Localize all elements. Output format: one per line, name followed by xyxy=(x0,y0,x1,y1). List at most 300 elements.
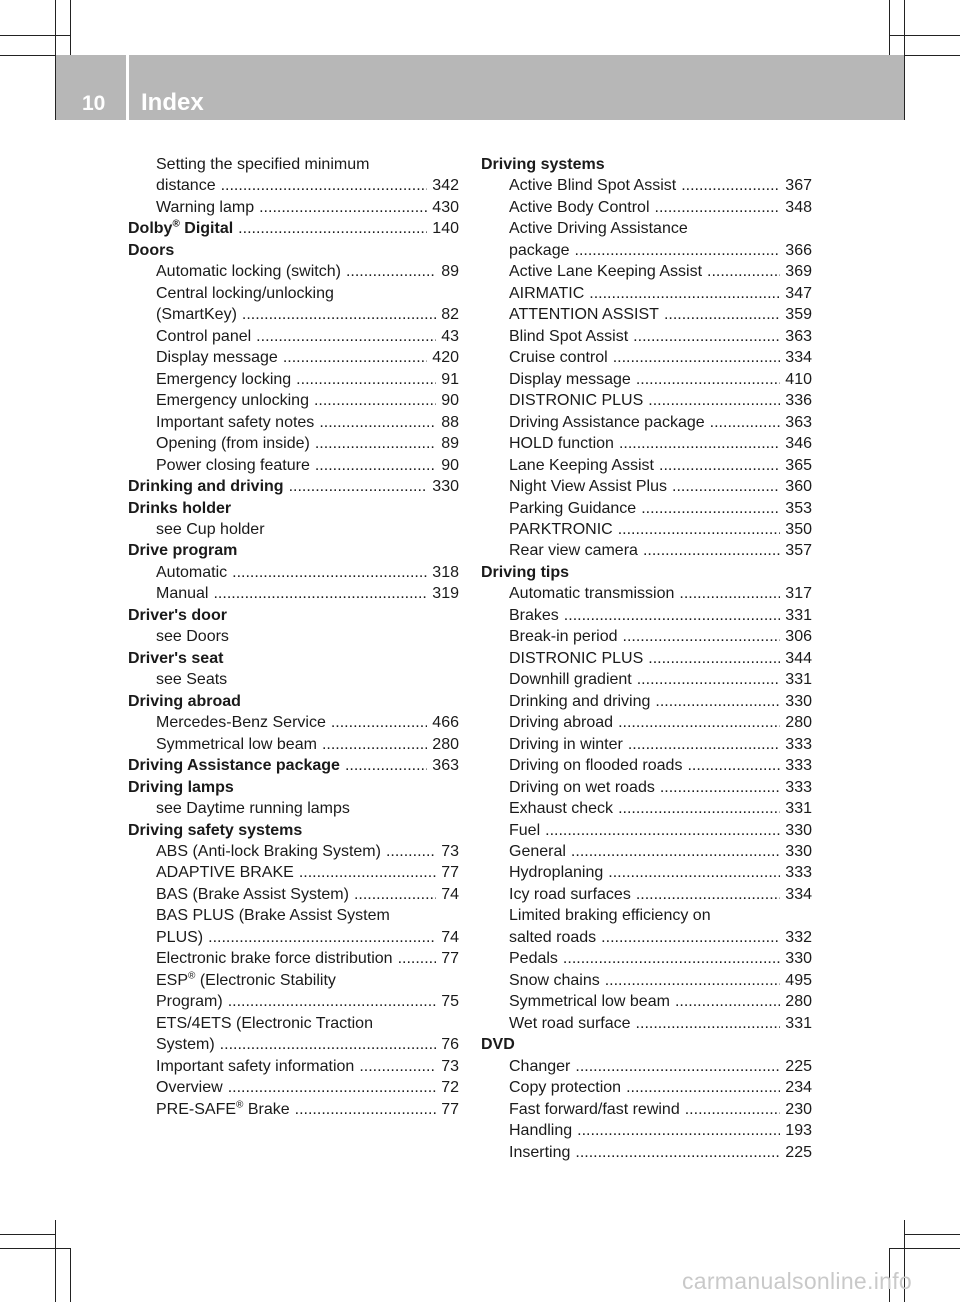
index-subentry xyxy=(481,1056,812,1077)
entry-label: (Electronic Stability xyxy=(195,971,336,989)
entry-label: Program) xyxy=(156,993,223,1011)
entry-label: Emergency locking xyxy=(156,370,292,388)
dot-leader xyxy=(563,948,780,969)
index-subentry xyxy=(481,648,812,669)
crop-mark xyxy=(0,35,70,36)
index-subentry xyxy=(128,433,459,454)
dot-leader xyxy=(685,1099,781,1120)
index-subentry: Setting the specified minimum xyxy=(156,156,370,173)
page-ref: 318 xyxy=(432,563,459,581)
page-ref: 74 xyxy=(441,928,459,946)
page-ref: 333 xyxy=(785,778,812,796)
entry-label: Important safety information xyxy=(156,1057,355,1075)
entry-label: HOLD function xyxy=(509,435,614,453)
page-ref: 73 xyxy=(441,843,459,860)
dot-leader xyxy=(605,970,781,991)
dot-leader xyxy=(618,798,780,819)
dot-leader xyxy=(259,197,427,218)
page-ref: 336 xyxy=(785,392,812,410)
index-subentry xyxy=(481,755,812,776)
dot-leader xyxy=(213,583,427,604)
dot-leader xyxy=(345,755,427,776)
dot-leader xyxy=(636,1013,781,1034)
page-ref: 90 xyxy=(441,456,459,474)
dot-leader xyxy=(659,455,780,476)
dot-leader xyxy=(208,927,436,948)
crop-mark xyxy=(70,1248,71,1302)
entry-label: distance xyxy=(156,177,216,195)
page-ref: 342 xyxy=(432,177,459,195)
page-ref: 360 xyxy=(785,478,812,496)
index-subentry xyxy=(481,1142,812,1163)
index-subentry xyxy=(128,197,459,218)
dot-leader xyxy=(220,1034,437,1055)
entry-label: BAS (Brake Assist System) xyxy=(156,885,349,903)
page-ref: 89 xyxy=(441,263,459,281)
entry-label: Break-in period xyxy=(509,628,618,646)
index-subentry: Central locking/unlocking xyxy=(156,284,334,302)
entry-label: DISTRONIC PLUS xyxy=(509,649,644,667)
index-subentry xyxy=(481,304,812,325)
page-ref: 225 xyxy=(785,1143,812,1161)
entry-label: Changer xyxy=(509,1057,571,1075)
page-number: 10 xyxy=(82,92,106,115)
entry-label: Driving abroad xyxy=(509,714,614,732)
dot-leader xyxy=(289,476,428,497)
index-subentry xyxy=(481,390,812,411)
index-heading: Driving lamps xyxy=(128,778,234,796)
index-subentry xyxy=(128,390,459,411)
entry-label: Wet road surface xyxy=(509,1014,631,1032)
index-subentry xyxy=(128,175,459,196)
index-column-left xyxy=(128,154,459,1120)
page-ref: 140 xyxy=(432,220,459,238)
index-subentry xyxy=(481,1120,812,1141)
page-ref: 89 xyxy=(441,435,459,453)
entry-label: Pedals xyxy=(509,950,558,968)
dot-leader xyxy=(633,326,780,347)
entry-label: Copy protection xyxy=(509,1079,622,1097)
page-ref: 75 xyxy=(441,993,459,1011)
entry-label: Icy road surfaces xyxy=(509,885,631,903)
index-subentry xyxy=(481,347,812,368)
index-subentry xyxy=(128,927,459,948)
page-ref: 72 xyxy=(441,1079,459,1097)
page-ref: 331 xyxy=(785,606,812,624)
entry-label: Dolby xyxy=(128,220,173,238)
page-ref: 77 xyxy=(441,864,459,882)
page-ref: 330 xyxy=(785,950,812,968)
page-ref: 369 xyxy=(785,263,812,281)
dot-leader xyxy=(256,326,436,347)
entry-label: Blind Spot Assist xyxy=(509,327,629,345)
page-ref: 76 xyxy=(441,1036,459,1054)
page-ref: 359 xyxy=(785,306,812,324)
page-ref: 330 xyxy=(432,478,459,496)
index-subentry xyxy=(481,519,812,540)
index-subentry xyxy=(128,734,459,755)
index-heading: Drinks holder xyxy=(128,499,232,517)
page-ref: 331 xyxy=(785,1014,812,1032)
crop-mark xyxy=(70,0,71,55)
page-ref: 77 xyxy=(441,950,459,968)
dot-leader xyxy=(242,304,436,325)
dot-leader xyxy=(672,476,780,497)
page-ref: 350 xyxy=(785,520,812,538)
entry-label: Manual xyxy=(156,585,209,603)
page-ref: 466 xyxy=(432,714,459,732)
entry-label: Symmetrical low beam xyxy=(156,735,317,753)
page-ref: 333 xyxy=(785,757,812,775)
index-subentry xyxy=(128,948,459,969)
page-ref: 73 xyxy=(441,1057,459,1075)
index-subentry xyxy=(481,841,812,862)
index-heading: DVD xyxy=(481,1036,515,1054)
page-ref: 348 xyxy=(785,198,812,216)
entry-label: General xyxy=(509,843,566,860)
index-subentry xyxy=(128,1034,459,1055)
page-ref: 234 xyxy=(785,1079,812,1097)
page-ref: 317 xyxy=(785,585,812,603)
see-reference: see Doors xyxy=(156,628,229,646)
page-ref: 331 xyxy=(785,800,812,818)
index-subentry xyxy=(128,304,459,325)
index-subentry xyxy=(481,669,812,690)
dot-leader xyxy=(655,197,781,218)
crop-mark xyxy=(0,1248,70,1249)
dot-leader xyxy=(681,175,780,196)
page-ref: 82 xyxy=(441,306,459,324)
page-ref: 331 xyxy=(785,671,812,689)
dot-leader xyxy=(601,927,780,948)
index-heading: Driver's door xyxy=(128,606,227,624)
page-ref: 333 xyxy=(785,864,812,882)
page-ref: 330 xyxy=(785,843,812,860)
entry-label: Overview xyxy=(156,1079,223,1097)
dot-leader xyxy=(636,884,780,905)
dot-leader xyxy=(626,1077,780,1098)
index-subentry xyxy=(481,1099,812,1120)
entry-label: Inserting xyxy=(509,1143,571,1161)
crop-mark xyxy=(904,55,960,56)
dot-leader xyxy=(354,884,436,905)
entry-label: Rear view camera xyxy=(509,542,638,560)
entry-label: Active Body Control xyxy=(509,198,650,216)
entry-label: Drinking and driving xyxy=(509,692,651,710)
index-subentry xyxy=(481,455,812,476)
page-ref: 363 xyxy=(785,327,812,345)
page-ref: 280 xyxy=(785,714,812,732)
index-heading: Driving systems xyxy=(481,156,605,173)
dot-leader xyxy=(577,1120,780,1141)
index-subentry xyxy=(481,433,812,454)
crop-mark xyxy=(0,1234,56,1235)
dot-leader xyxy=(589,283,780,304)
entry-label: Warning lamp xyxy=(156,198,255,216)
entry-label: ESP xyxy=(156,971,189,989)
dot-leader xyxy=(228,991,437,1012)
index-subentry xyxy=(481,412,812,433)
page-ref: 88 xyxy=(441,413,459,431)
dot-leader xyxy=(315,455,436,476)
index-subentry xyxy=(128,970,459,991)
index-heading: Driver's seat xyxy=(128,649,224,667)
dot-leader xyxy=(637,669,781,690)
dot-leader xyxy=(299,862,436,883)
dot-leader xyxy=(386,841,436,862)
page-ref: 90 xyxy=(441,392,459,410)
index-subentry xyxy=(128,991,459,1012)
page-ref: 365 xyxy=(785,456,812,474)
index-subentry xyxy=(128,712,459,733)
dot-leader xyxy=(608,862,780,883)
entry-label: System) xyxy=(156,1036,215,1054)
dot-leader xyxy=(618,712,780,733)
page-ref: 77 xyxy=(441,1100,459,1118)
index-subentry xyxy=(481,540,812,561)
entry-label: ADAPTIVE BRAKE xyxy=(156,864,294,882)
page-ref: 330 xyxy=(785,692,812,710)
index-subentry xyxy=(128,862,459,883)
dot-leader xyxy=(398,948,437,969)
index-subentry xyxy=(128,369,459,390)
index-column-right xyxy=(481,154,812,1163)
page-ref: 347 xyxy=(785,284,812,302)
page-ref: 230 xyxy=(785,1100,812,1118)
dot-leader xyxy=(315,433,436,454)
index-subentry xyxy=(481,498,812,519)
index-subentry xyxy=(481,240,812,261)
index-heading: Drive program xyxy=(128,542,238,560)
entry-label: Emergency unlocking xyxy=(156,392,309,410)
index-subentry xyxy=(128,884,459,905)
dot-leader xyxy=(628,734,780,755)
dot-leader xyxy=(655,691,780,712)
index-subentry xyxy=(481,283,812,304)
header-separator xyxy=(126,55,129,120)
dot-leader xyxy=(314,390,436,411)
entry-label: Lane Keeping Assist xyxy=(509,456,654,474)
index-subentry: Active Driving Assistance xyxy=(509,220,688,238)
dot-leader xyxy=(322,734,427,755)
index-subentry xyxy=(481,583,812,604)
index-heading xyxy=(128,476,459,497)
crop-mark xyxy=(889,0,890,55)
dot-leader xyxy=(359,1056,436,1077)
page-ref: 319 xyxy=(432,585,459,603)
index-subentry xyxy=(128,562,459,583)
entry-label: Driving in winter xyxy=(509,735,623,753)
page-ref: 280 xyxy=(785,993,812,1011)
dot-leader xyxy=(710,412,781,433)
dot-leader xyxy=(660,777,780,798)
crop-mark xyxy=(904,0,905,120)
page-ref: 334 xyxy=(785,885,812,903)
entry-label: Control panel xyxy=(156,327,252,345)
entry-label: Power closing feature xyxy=(156,456,310,474)
index-subentry: BAS PLUS (Brake Assist System xyxy=(156,907,390,925)
index-subentry xyxy=(481,948,812,969)
index-heading xyxy=(128,218,459,239)
index-heading: Doors xyxy=(128,241,175,259)
dot-leader xyxy=(221,175,428,196)
index-subentry xyxy=(128,455,459,476)
page-ref: 363 xyxy=(432,757,459,775)
entry-label: Driving Assistance package xyxy=(509,413,705,431)
dot-leader xyxy=(575,1142,780,1163)
section-title: Index xyxy=(141,89,204,116)
dot-leader xyxy=(648,648,780,669)
dot-leader xyxy=(664,304,780,325)
see-reference: see Seats xyxy=(156,671,228,689)
see-reference: see Cup holder xyxy=(156,520,265,538)
dot-leader xyxy=(346,261,436,282)
index-heading xyxy=(128,755,459,776)
entry-label: Fuel xyxy=(509,821,541,839)
page-ref: 43 xyxy=(441,327,459,345)
index-subentry xyxy=(128,326,459,347)
index-subentry xyxy=(128,841,459,862)
index-subentry: Limited braking efficiency on xyxy=(509,907,711,925)
entry-label: Display message xyxy=(156,349,278,367)
entry-label: Brake xyxy=(243,1100,290,1118)
index-subentry xyxy=(128,1099,459,1120)
entry-label: Snow chains xyxy=(509,971,600,989)
index-subentry xyxy=(128,1056,459,1077)
dot-leader xyxy=(238,218,427,239)
entry-label: Active Lane Keeping Assist xyxy=(509,263,703,281)
index-subentry xyxy=(481,1077,812,1098)
entry-label: Active Blind Spot Assist xyxy=(509,177,677,195)
entry-label: Hydroplaning xyxy=(509,864,604,882)
index-subentry xyxy=(481,820,812,841)
page-ref: 91 xyxy=(441,370,459,388)
index-subentry xyxy=(128,347,459,368)
entry-label: Automatic locking (switch) xyxy=(156,263,341,281)
index-subentry xyxy=(481,884,812,905)
page-ref: 495 xyxy=(785,971,812,989)
page-ref: 344 xyxy=(785,649,812,667)
page-ref: 346 xyxy=(785,435,812,453)
entry-label: AIRMATIC xyxy=(509,284,585,302)
page-ref: 306 xyxy=(785,628,812,646)
index-subentry xyxy=(481,369,812,390)
index-subentry xyxy=(481,777,812,798)
entry-label: Opening (from inside) xyxy=(156,435,310,453)
index-subentry xyxy=(481,712,812,733)
entry-label: PARKTRONIC xyxy=(509,520,613,538)
dot-leader xyxy=(228,1077,437,1098)
dot-leader xyxy=(319,412,436,433)
entry-label: Brakes xyxy=(509,606,559,624)
dot-leader xyxy=(613,347,781,368)
entry-label: package xyxy=(509,241,570,259)
entry-label: DISTRONIC PLUS xyxy=(509,392,644,410)
watermark-text: carmanualsonline.info xyxy=(681,1268,912,1294)
entry-label: Important safety notes xyxy=(156,413,315,431)
page-ref: 330 xyxy=(785,821,812,839)
crop-mark xyxy=(55,1220,56,1302)
dot-leader xyxy=(643,540,780,561)
index-subentry xyxy=(481,927,812,948)
index-subentry xyxy=(128,261,459,282)
dot-leader xyxy=(618,519,781,540)
dot-leader xyxy=(641,498,780,519)
registered-mark: ® xyxy=(236,1099,244,1111)
crop-mark xyxy=(904,1234,960,1235)
index-subentry xyxy=(481,1013,812,1034)
entry-label: Night View Assist Plus xyxy=(509,478,667,496)
index-subentry xyxy=(481,326,812,347)
dot-leader xyxy=(331,712,427,733)
crop-mark xyxy=(890,35,960,36)
dot-leader xyxy=(296,369,436,390)
dot-leader xyxy=(707,261,780,282)
dot-leader xyxy=(623,626,781,647)
entry-label: Fast forward/fast rewind xyxy=(509,1100,680,1118)
entry-label: Cruise control xyxy=(509,349,608,367)
crop-mark xyxy=(0,55,56,56)
page-ref: 430 xyxy=(432,198,459,216)
crop-mark xyxy=(889,1248,960,1249)
entry-label: Symmetrical low beam xyxy=(509,993,670,1011)
registered-mark: ® xyxy=(172,219,180,231)
entry-label: PLUS) xyxy=(156,928,204,946)
index-subentry xyxy=(481,476,812,497)
entry-label: Exhaust check xyxy=(509,800,614,818)
index-heading: Driving tips xyxy=(481,563,570,581)
dot-leader xyxy=(564,605,781,626)
index-subentry xyxy=(481,261,812,282)
dot-leader xyxy=(295,1099,437,1120)
index-subentry xyxy=(481,197,812,218)
entry-label: salted roads xyxy=(509,928,597,946)
entry-label: Downhill gradient xyxy=(509,671,632,689)
registered-mark: ® xyxy=(188,970,196,982)
page-ref: 357 xyxy=(785,542,812,560)
entry-label: Display message xyxy=(509,370,631,388)
index-subentry xyxy=(481,605,812,626)
entry-label: ATTENTION ASSIST xyxy=(509,306,659,324)
page-ref: 193 xyxy=(785,1122,812,1140)
entry-label: (SmartKey) xyxy=(156,306,237,324)
entry-label: Automatic xyxy=(156,563,228,581)
entry-label: Driving on wet roads xyxy=(509,778,655,796)
page-ref: 333 xyxy=(785,735,812,753)
entry-label: Driving Assistance package xyxy=(128,757,340,775)
page-ref: 280 xyxy=(432,735,459,753)
entry-label: Electronic brake force distribution xyxy=(156,950,393,968)
entry-label: Handling xyxy=(509,1122,573,1140)
page-ref: 367 xyxy=(785,177,812,195)
page-ref: 353 xyxy=(785,499,812,517)
see-reference: see Daytime running lamps xyxy=(156,800,350,818)
page-ref: 74 xyxy=(441,885,459,903)
entry-label: Mercedes-Benz Service xyxy=(156,714,326,732)
index-heading: Driving safety systems xyxy=(128,821,303,839)
entry-label: Digital xyxy=(179,220,234,238)
dot-leader xyxy=(675,991,780,1012)
page-ref: 332 xyxy=(785,928,812,946)
page-ref: 366 xyxy=(785,241,812,259)
index-subentry xyxy=(128,583,459,604)
page-ref: 363 xyxy=(785,413,812,431)
dot-leader xyxy=(575,240,781,261)
dot-leader xyxy=(571,841,780,862)
index-subentry xyxy=(481,175,812,196)
index-subentry xyxy=(481,734,812,755)
entry-label: Drinking and driving xyxy=(128,478,284,496)
